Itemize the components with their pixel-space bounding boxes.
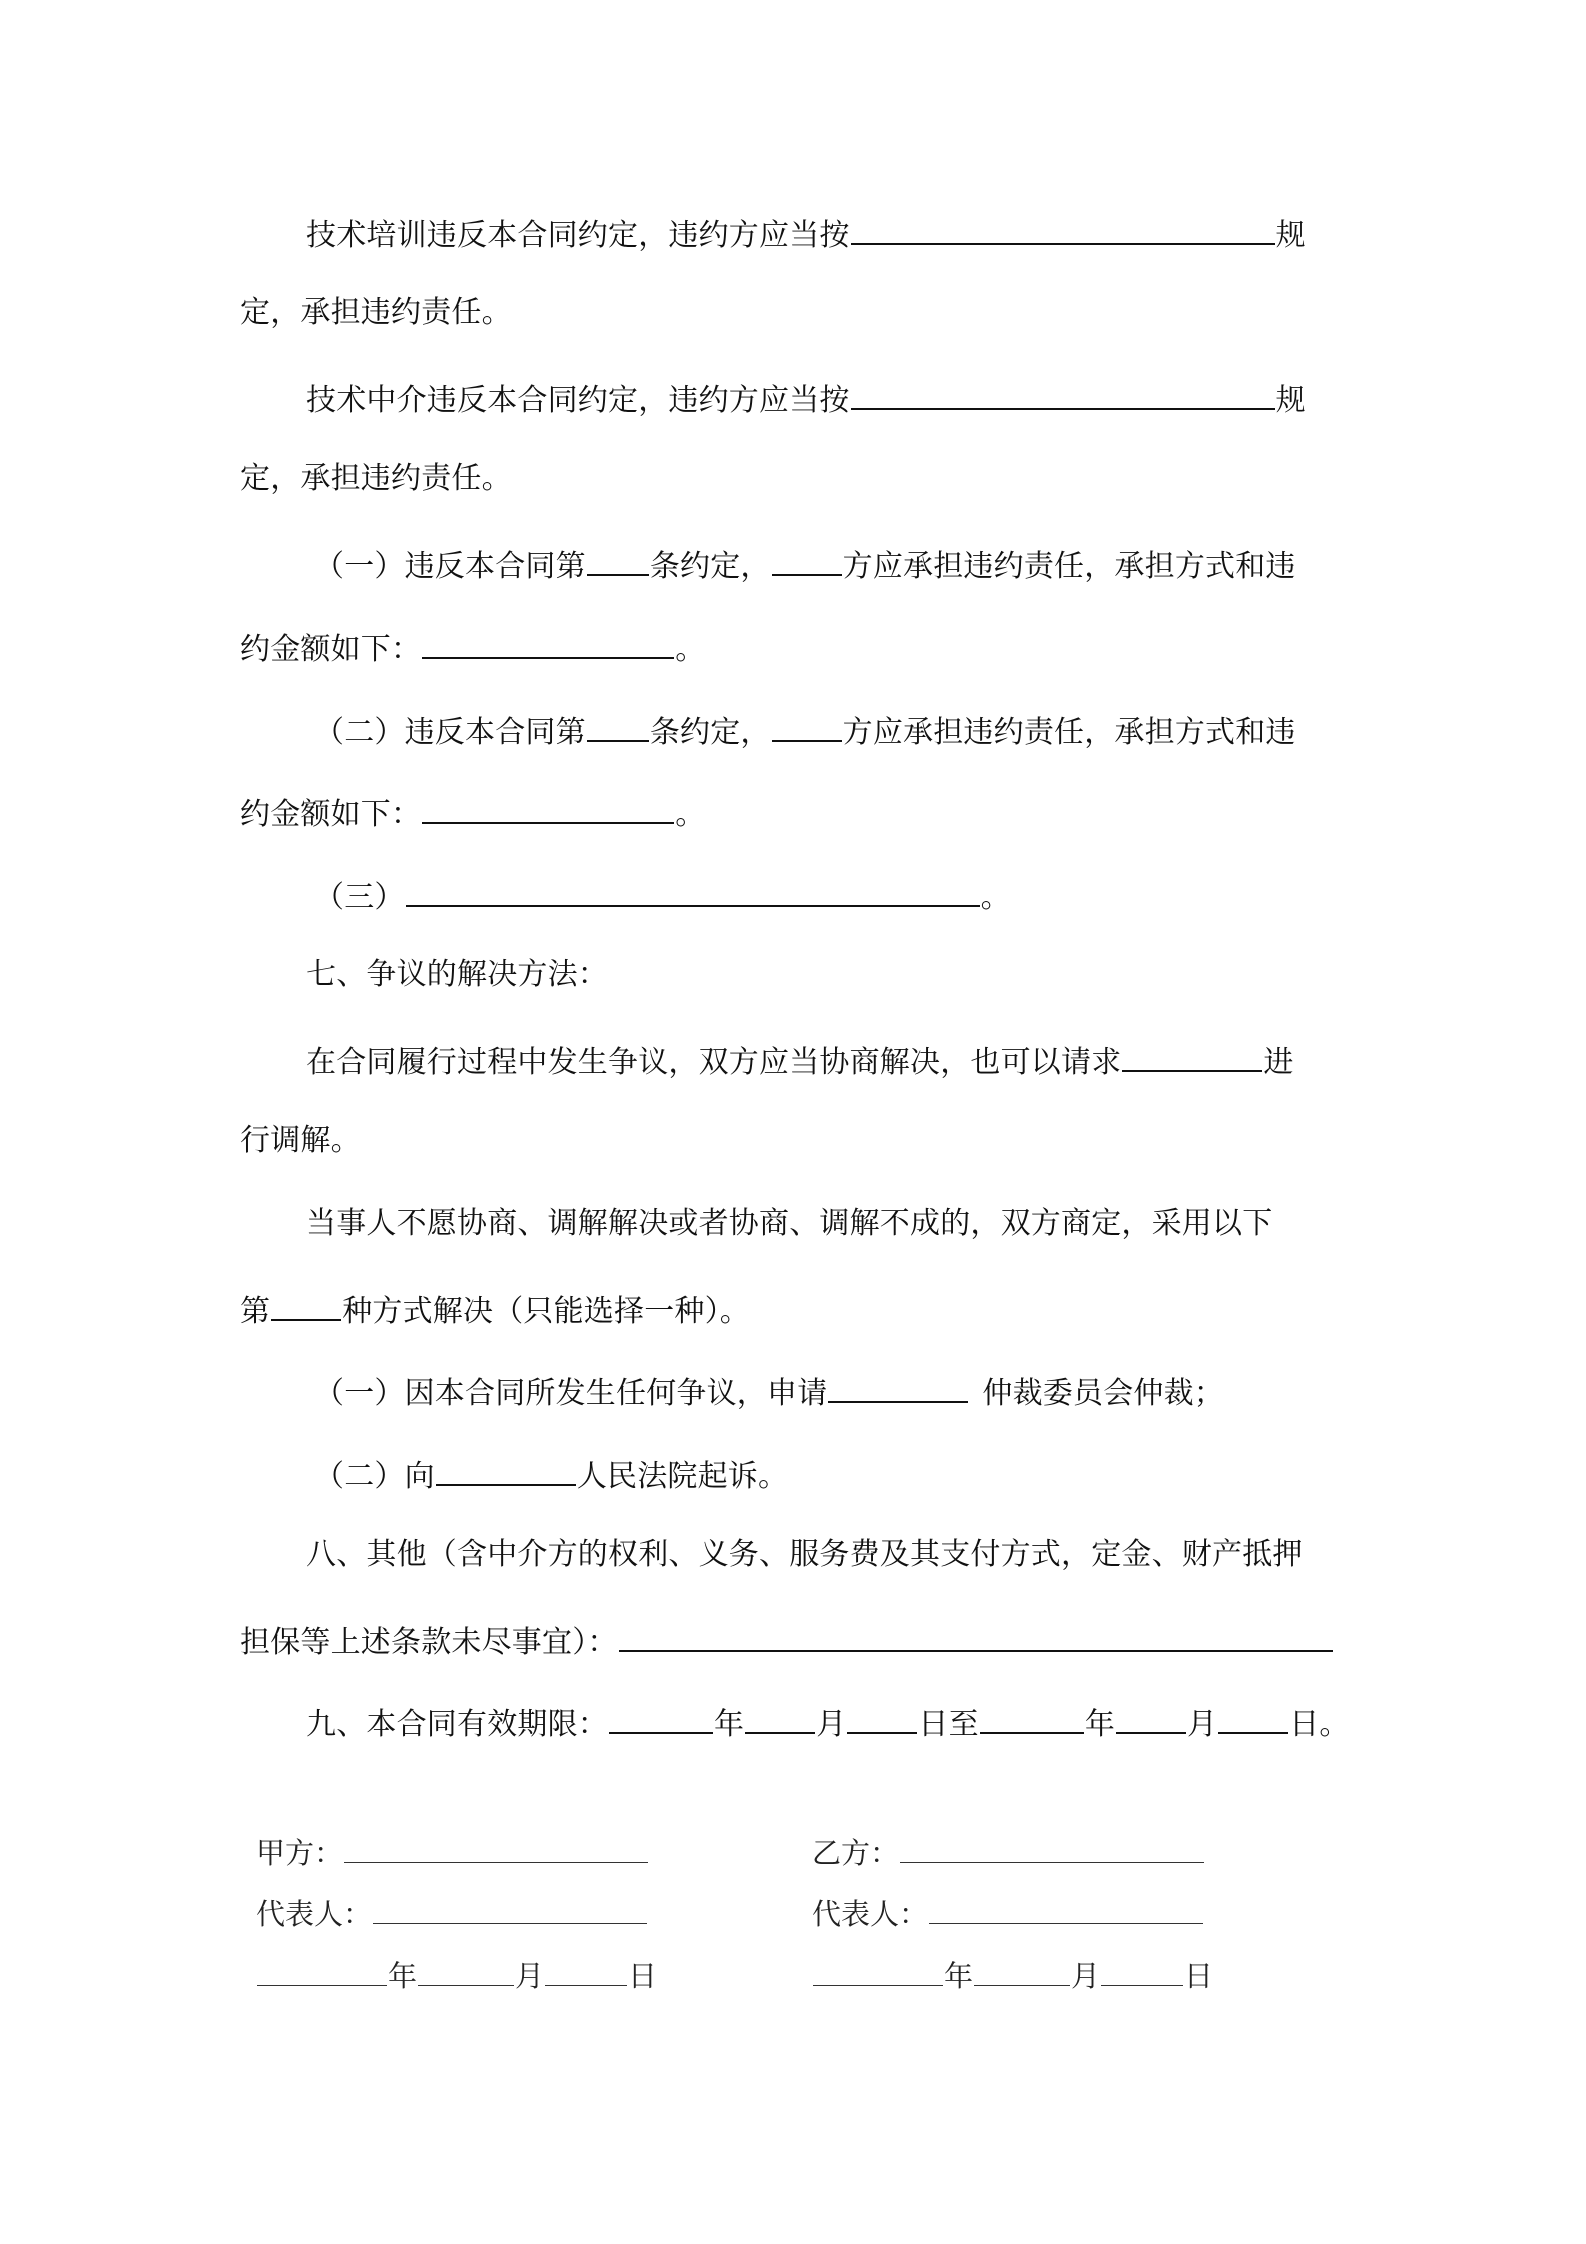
intermediary-breach-tail: 规 <box>1275 383 1306 418</box>
party-a-date-line <box>256 1955 657 1995</box>
party-a-day-label: 日 <box>628 1959 658 1993</box>
dispute-p2-text-b: 第 <box>240 1294 271 1329</box>
breach-item-1-party-blank[interactable] <box>772 542 842 576</box>
breach-item-2-amount-blank[interactable] <box>422 790 674 824</box>
breach-item-2-line <box>314 708 1364 748</box>
party-b-line <box>812 1832 1205 1872</box>
intermediary-breach-text-2: 定，承担违约责任。 <box>240 461 512 496</box>
party-a-year-field[interactable] <box>257 1955 387 1986</box>
end-month-label: 月 <box>1187 1707 1218 1742</box>
breach-item-1-article-blank[interactable] <box>587 542 649 576</box>
intermediary-breach-text: 技术中介违反本合同约定，违约方应当按 <box>306 383 850 418</box>
party-a-rep-label: 代表人： <box>256 1897 373 1931</box>
breach-item-1-period: 。 <box>675 632 706 667</box>
method-number-blank[interactable] <box>271 1287 341 1321</box>
party-b-month-field[interactable] <box>974 1955 1070 1986</box>
dispute-option-1-tail: 仲裁委员会仲裁； <box>982 1376 1225 1411</box>
end-year-label: 年 <box>1084 1707 1116 1742</box>
training-breach-blank[interactable] <box>851 211 1275 245</box>
party-a-month-label: 月 <box>515 1959 545 1993</box>
validity-line <box>306 1700 1356 1740</box>
dispute-p2-line <box>306 1204 1356 1244</box>
arbitration-blank[interactable] <box>828 1369 968 1403</box>
dispute-p2-line-2 <box>240 1287 1356 1327</box>
party-b-date-line <box>812 1955 1213 1995</box>
start-year-label: 年 <box>714 1707 745 1742</box>
breach-item-2-text-d: 约金额如下： <box>240 797 422 832</box>
breach-item-3-period: 。 <box>980 880 1011 915</box>
party-b-field[interactable] <box>900 1832 1204 1863</box>
start-month-blank[interactable] <box>745 1700 815 1734</box>
party-b-day-field[interactable] <box>1101 1955 1183 1986</box>
start-day-blank[interactable] <box>847 1700 917 1734</box>
start-day-label: 日至 <box>918 1707 979 1742</box>
end-year-blank[interactable] <box>980 1700 1084 1734</box>
dispute-p1-line <box>306 1038 1356 1078</box>
dispute-option-1 <box>314 1369 1364 1409</box>
end-month-blank[interactable] <box>1116 1700 1186 1734</box>
dispute-heading <box>306 955 1356 995</box>
breach-item-2-article-blank[interactable] <box>587 708 649 742</box>
start-year-blank[interactable] <box>609 1700 713 1734</box>
dispute-p1-text: 在合同履行过程中发生争议，双方应当协商解决，也可以请求 <box>306 1045 1122 1080</box>
party-a-rep-line <box>256 1893 648 1933</box>
party-a-field[interactable] <box>344 1832 648 1863</box>
party-b-year-field[interactable] <box>813 1955 943 1986</box>
breach-item-1-line-2 <box>240 625 1356 665</box>
breach-item-3-line <box>314 873 1364 913</box>
training-breach-text: 技术培训违反本合同约定，违约方应当按 <box>306 218 850 253</box>
other-line <box>306 1535 1356 1575</box>
other-text: 八、其他（含中介方的权利、义务、服务费及其支付方式，定金、财产抵押 <box>306 1537 1303 1572</box>
dispute-p2-text-c: 种方式解决（只能选择一种）。 <box>342 1294 751 1329</box>
dispute-option-1-text: （一）因本合同所发生任何争议，申请 <box>314 1376 828 1411</box>
party-a-label: 甲方： <box>256 1836 344 1870</box>
end-day-blank[interactable] <box>1218 1700 1288 1734</box>
party-a-day-field[interactable] <box>545 1955 627 1986</box>
breach-item-2-party-blank[interactable] <box>772 708 842 742</box>
breach-item-1-line <box>314 542 1364 582</box>
dispute-option-2-text: （二）向 <box>314 1459 435 1494</box>
validity-label: 九、本合同有效期限： <box>306 1707 608 1742</box>
dispute-p1-line-2 <box>240 1121 1356 1161</box>
breach-item-2-period: 。 <box>675 797 706 832</box>
training-breach-tail: 规 <box>1275 218 1306 253</box>
dispute-heading-text: 七、争议的解决方法： <box>306 957 608 992</box>
end-day-label: 日。 <box>1289 1707 1350 1742</box>
party-b-year-label: 年 <box>944 1959 974 1993</box>
court-blank[interactable] <box>436 1452 576 1486</box>
breach-item-1-text-c: 方应承担违约责任，承担方式和违 <box>842 549 1296 584</box>
breach-item-1-text: （一）违反本合同第 <box>314 549 586 584</box>
training-breach-line <box>306 211 1356 251</box>
other-line-2 <box>240 1618 1356 1658</box>
party-a-year-label: 年 <box>388 1959 418 1993</box>
other-terms-blank[interactable] <box>619 1618 1333 1652</box>
start-month-label: 月 <box>816 1707 847 1742</box>
intermediary-breach-blank[interactable] <box>851 376 1275 410</box>
dispute-option-2-tail: 人民法院起诉。 <box>576 1459 789 1494</box>
training-breach-line-2 <box>240 293 1356 333</box>
breach-item-2-text: （二）违反本合同第 <box>314 715 586 750</box>
party-b-label: 乙方： <box>812 1836 900 1870</box>
party-b-rep-line <box>812 1893 1204 1933</box>
party-a-month-field[interactable] <box>418 1955 514 1986</box>
party-b-day-label: 日 <box>1184 1959 1214 1993</box>
breach-item-3-blank[interactable] <box>406 873 980 907</box>
party-b-rep-field[interactable] <box>929 1893 1203 1924</box>
party-a-line <box>256 1832 649 1872</box>
party-b-rep-label: 代表人： <box>812 1897 929 1931</box>
party-a-rep-field[interactable] <box>373 1893 647 1924</box>
breach-item-1-text-b: 条约定， <box>649 549 771 584</box>
breach-item-1-amount-blank[interactable] <box>422 625 674 659</box>
breach-item-2-line-2 <box>240 790 1356 830</box>
training-breach-text-2: 定，承担违约责任。 <box>240 295 512 330</box>
dispute-option-2 <box>314 1452 1364 1492</box>
intermediary-breach-line-2 <box>240 459 1356 499</box>
mediator-blank[interactable] <box>1122 1038 1262 1072</box>
breach-item-1-text-d: 约金额如下： <box>240 632 422 667</box>
intermediary-breach-line <box>306 376 1356 416</box>
dispute-p1-tail: 进 <box>1263 1045 1294 1080</box>
breach-item-2-text-b: 条约定， <box>649 715 771 750</box>
other-text-2: 担保等上述条款未尽事宜）： <box>240 1625 618 1660</box>
breach-item-3-text: （三） <box>314 880 405 915</box>
breach-item-2-text-c: 方应承担违约责任，承担方式和违 <box>842 715 1296 750</box>
dispute-p1-text-2: 行调解。 <box>240 1123 361 1158</box>
dispute-p2-text: 当事人不愿协商、调解解决或者协商、调解不成的，双方商定，采用以下 <box>306 1206 1273 1241</box>
party-b-month-label: 月 <box>1071 1959 1101 1993</box>
